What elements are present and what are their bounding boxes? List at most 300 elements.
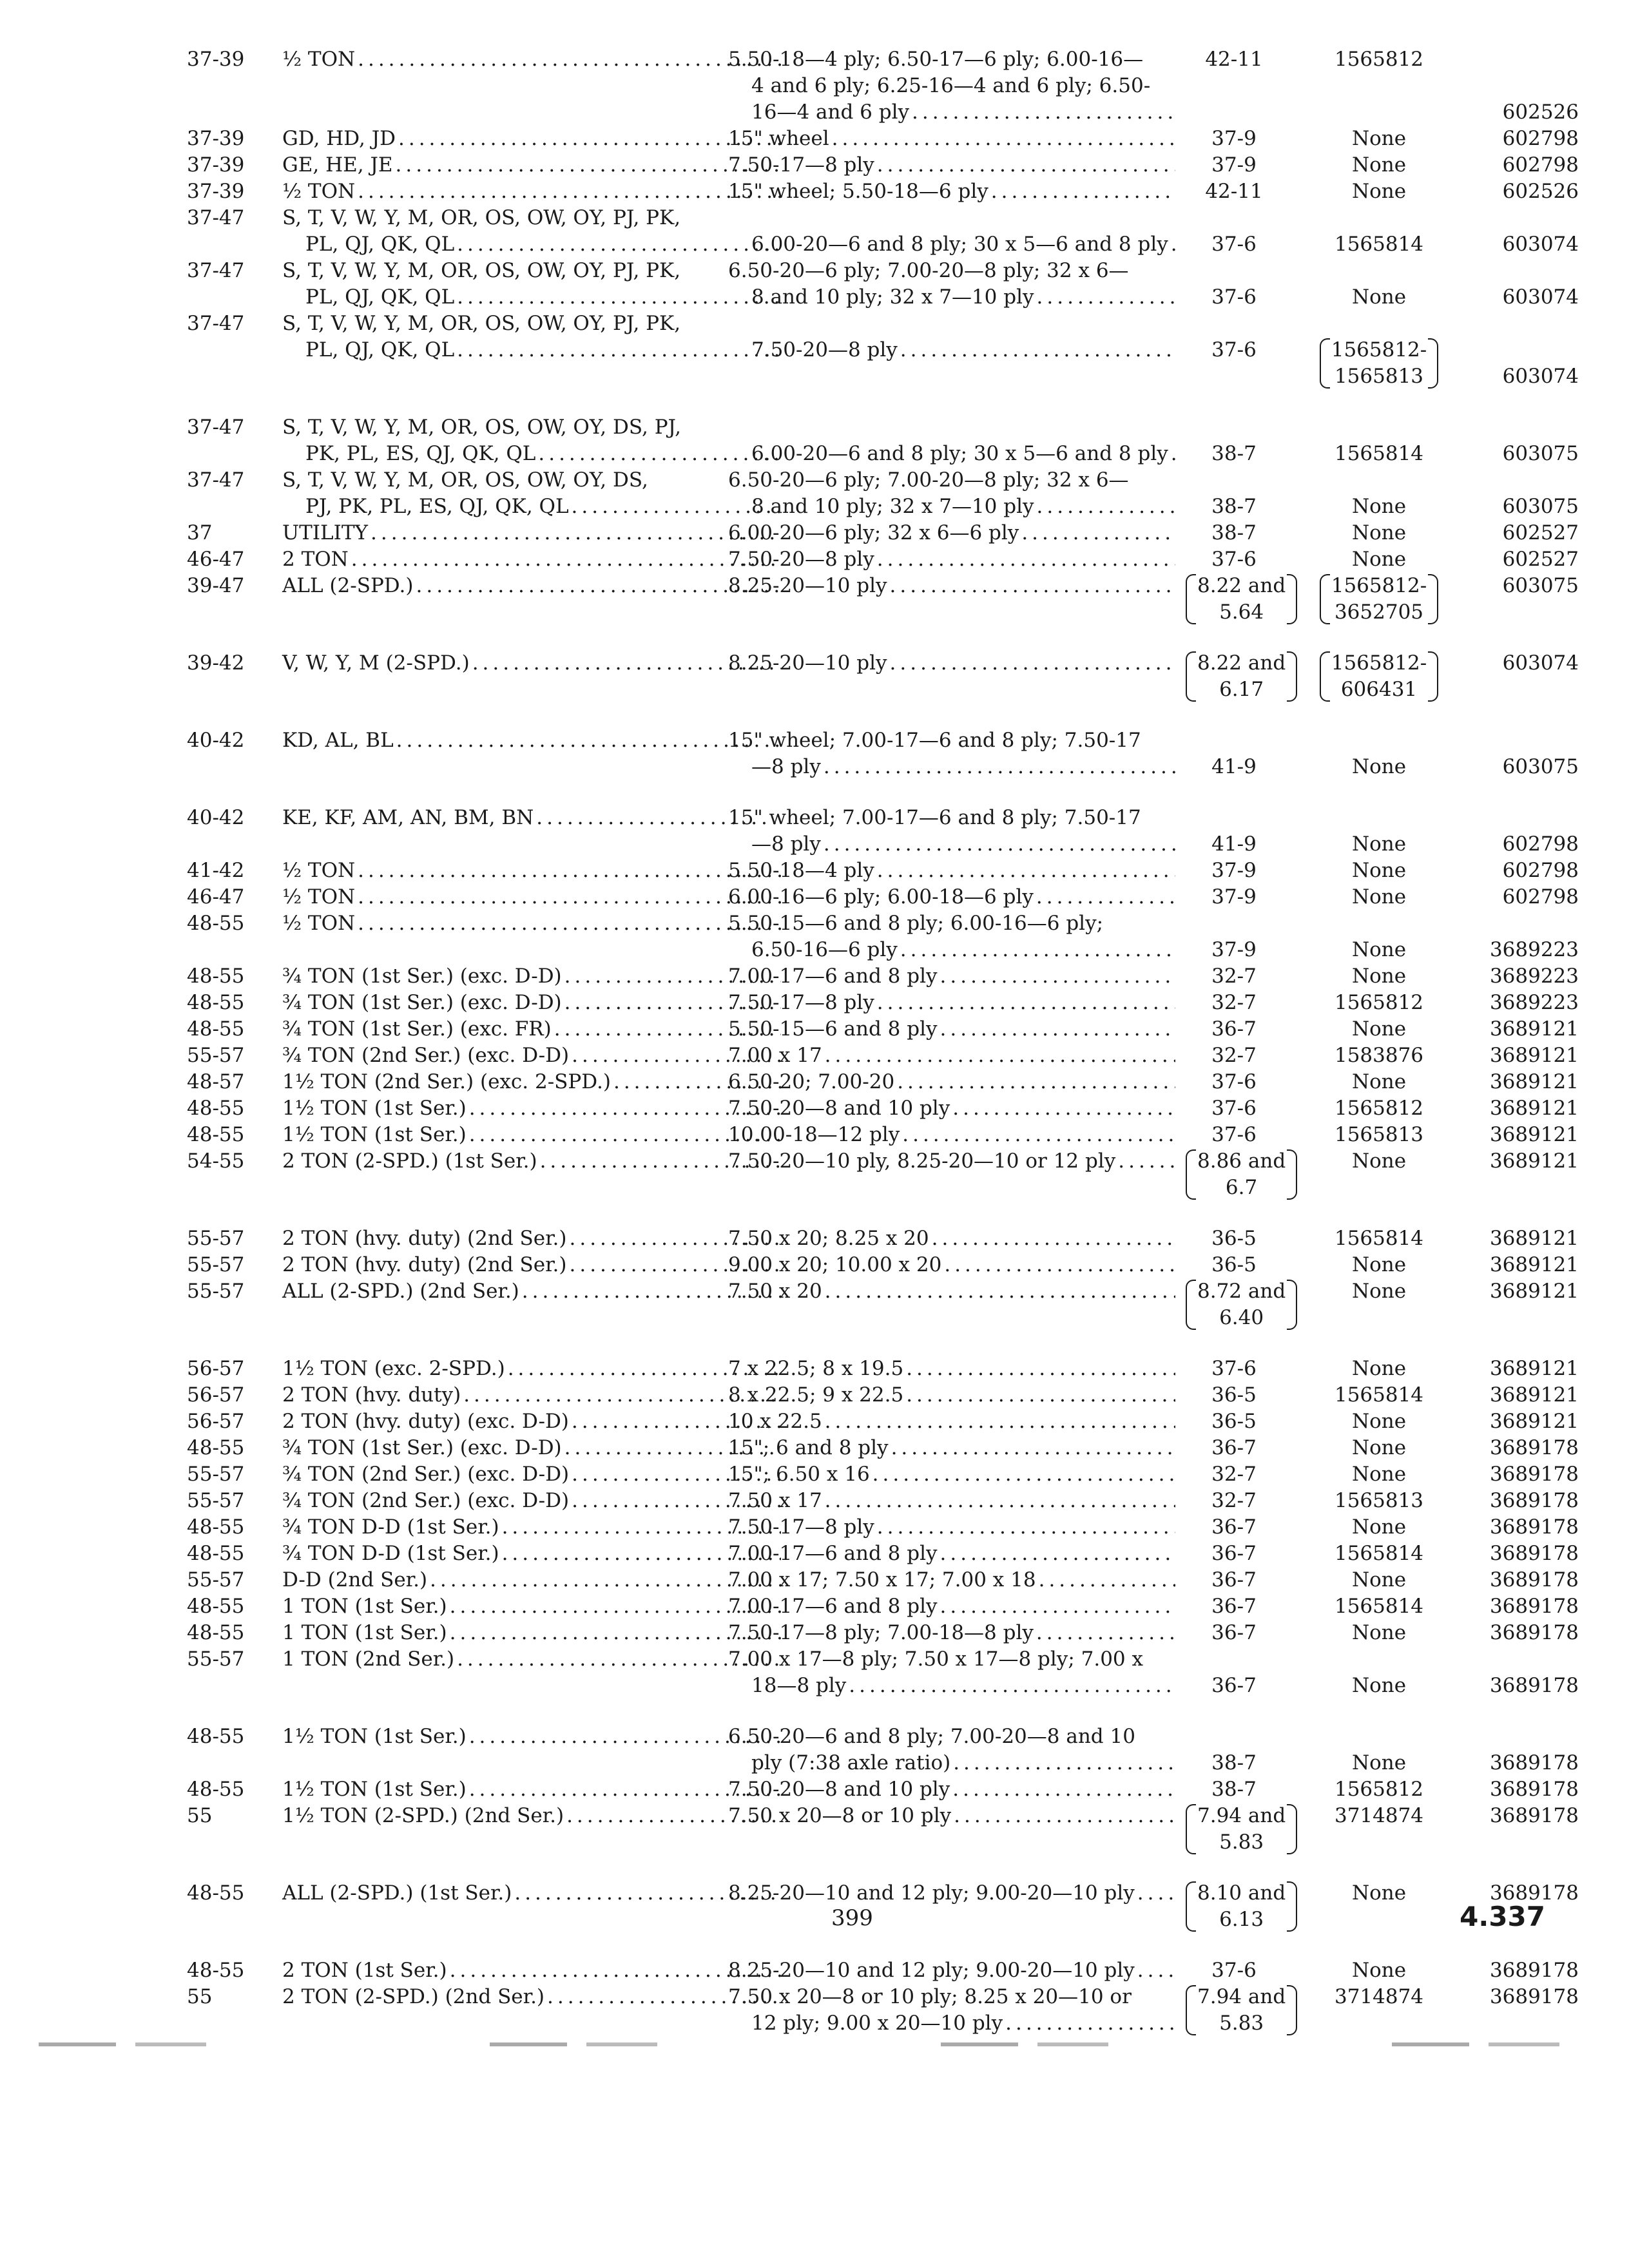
assembly-number-cell: 603074 bbox=[1502, 365, 1579, 388]
model-text: ½ TON bbox=[282, 48, 356, 71]
part-value: None bbox=[1351, 1017, 1407, 1041]
part-value: None bbox=[1351, 755, 1407, 778]
years-cell: 55 bbox=[187, 1804, 213, 1827]
table-row bbox=[187, 126, 1579, 152]
years-cell: 54-55 bbox=[187, 1149, 245, 1173]
brace-group bbox=[1186, 1148, 1297, 1201]
table-row bbox=[187, 1541, 1579, 1567]
dot-leader bbox=[358, 178, 781, 205]
ratio-cell bbox=[1186, 1646, 1282, 1699]
dot-leader bbox=[1037, 284, 1175, 311]
dot-leader bbox=[1171, 231, 1175, 258]
scan-edge-artifact bbox=[39, 2042, 1572, 2046]
part-value bbox=[1282, 467, 1476, 494]
model-text: S, T, V, W, Y, M, OR, OS, OW, OY, DS, bbox=[282, 468, 648, 492]
tire-text: 15" wheel bbox=[728, 127, 829, 150]
tire-text: 7.50-20—8 and 10 ply bbox=[728, 1097, 950, 1120]
table-row bbox=[187, 1567, 1579, 1593]
years-cell: 55-57 bbox=[187, 1463, 245, 1486]
ratio-value: 8.72 and bbox=[1197, 1280, 1286, 1303]
part-cell bbox=[1282, 1382, 1476, 1408]
part-value: 1565812- bbox=[1331, 651, 1427, 675]
dot-leader bbox=[890, 650, 1175, 677]
assembly-number-cell: 602526 bbox=[1502, 101, 1579, 124]
dot-leader bbox=[832, 126, 1175, 152]
table-row bbox=[187, 152, 1579, 178]
part-value bbox=[1282, 805, 1476, 831]
table-row bbox=[187, 178, 1579, 205]
dot-leader bbox=[825, 1408, 1175, 1435]
model-text: 1½ TON (2nd Ser.) (exc. 2-SPD.) bbox=[282, 1070, 611, 1093]
part-value: None bbox=[1351, 548, 1407, 571]
ratio-cell bbox=[1186, 467, 1282, 520]
years-cell: 48-55 bbox=[187, 1436, 245, 1459]
part-value: None bbox=[1351, 1436, 1407, 1459]
parts-table bbox=[187, 46, 1579, 2037]
ratio-cell bbox=[1186, 1984, 1286, 2037]
right-brace bbox=[1428, 338, 1438, 389]
dot-leader bbox=[1005, 2010, 1175, 2037]
years-cell: 56-57 bbox=[187, 1383, 245, 1407]
model-text: 1½ TON (exc. 2-SPD.) bbox=[282, 1357, 505, 1380]
brace-group bbox=[1186, 1984, 1297, 2037]
part-value: 1565813 bbox=[1334, 1489, 1424, 1512]
table-row bbox=[187, 1043, 1579, 1069]
part-value: None bbox=[1351, 1463, 1407, 1486]
tire-text: 7.50 x 20—8 or 10 ply; 8.25 x 20—10 or bbox=[728, 1985, 1132, 2008]
page-number: 399 bbox=[831, 1905, 873, 1931]
part-value: None bbox=[1351, 1070, 1407, 1093]
ratio-cell bbox=[1186, 1620, 1282, 1646]
part-value: None bbox=[1351, 1410, 1407, 1433]
table-row bbox=[187, 1408, 1579, 1435]
part-value bbox=[1282, 205, 1476, 231]
model-text: ALL (2-SPD.) (2nd Ser.) bbox=[282, 1280, 519, 1303]
dot-leader bbox=[897, 1069, 1175, 1095]
part-cell bbox=[1282, 1435, 1476, 1461]
tire-text: 15" wheel; 7.00-17—6 and 8 ply; 7.50-17 bbox=[728, 806, 1141, 829]
assembly-number-cell: 3689178 bbox=[1489, 1751, 1579, 1774]
tire-text: 4 and 6 ply; 6.25-16—4 and 6 ply; 6.50- bbox=[751, 74, 1151, 97]
assembly-number-cell: 3689178 bbox=[1489, 1568, 1579, 1591]
table-row bbox=[187, 963, 1579, 990]
part-cell bbox=[1282, 1593, 1476, 1620]
years-cell: 48-55 bbox=[187, 1778, 245, 1801]
assembly-number-cell: 3689178 bbox=[1489, 1778, 1579, 1801]
ratio-value: 5.83 bbox=[1219, 1831, 1264, 1854]
ratio-cell bbox=[1186, 884, 1282, 910]
years-cell: 40-42 bbox=[187, 806, 245, 829]
ratio-cell bbox=[1186, 963, 1282, 990]
dot-leader bbox=[1137, 1880, 1175, 1907]
ratio-cell bbox=[1186, 1382, 1282, 1408]
ratio-value: 7.94 and bbox=[1197, 1985, 1286, 2008]
tire-text: 7.00-17—6 and 8 ply bbox=[728, 1542, 938, 1565]
left-brace bbox=[1186, 1149, 1196, 1200]
dot-leader bbox=[952, 1095, 1175, 1122]
part-value: None bbox=[1351, 1674, 1407, 1697]
part-cell bbox=[1282, 1776, 1476, 1803]
assembly-number-cell: 602526 bbox=[1502, 180, 1579, 203]
dot-leader bbox=[416, 573, 782, 599]
tire-text: 15"; 6.50 x 16 bbox=[728, 1463, 870, 1486]
part-cell bbox=[1282, 1957, 1476, 1984]
tire-text: 10.00-18—12 ply bbox=[728, 1123, 900, 1146]
assembly-number-cell: 602798 bbox=[1502, 885, 1579, 908]
left-brace bbox=[1186, 1804, 1196, 1854]
table-row bbox=[187, 520, 1579, 546]
part-cell bbox=[1282, 963, 1476, 990]
ratio-value: 36-5 bbox=[1211, 1253, 1257, 1276]
part-cell bbox=[1282, 1514, 1476, 1541]
part-value: 1565812 bbox=[1334, 1778, 1424, 1801]
ratio-value bbox=[1186, 205, 1282, 231]
ratio-cell bbox=[1186, 1435, 1282, 1461]
tire-text: 7.00 x 17 bbox=[728, 1044, 822, 1067]
tire-text: 18—8 ply bbox=[751, 1674, 847, 1697]
assembly-number-cell: 603074 bbox=[1502, 285, 1579, 309]
model-text: ¾ TON (1st Ser.) (exc. FR) bbox=[282, 1017, 552, 1041]
years-cell: 48-55 bbox=[187, 1123, 245, 1146]
ratio-value bbox=[1186, 467, 1282, 494]
table-row bbox=[187, 1957, 1579, 1984]
model-text: ALL (2-SPD.) (1st Ser.) bbox=[282, 1881, 512, 1905]
part-value: 1565813 bbox=[1334, 1123, 1424, 1146]
part-value: None bbox=[1351, 1959, 1407, 1982]
ratio-value bbox=[1186, 805, 1282, 831]
table-row bbox=[187, 1776, 1579, 1803]
years-cell: 46-47 bbox=[187, 548, 245, 571]
table-row bbox=[187, 1356, 1579, 1382]
ratio-cell bbox=[1186, 990, 1282, 1016]
tire-text: 7.50-20—10 ply, 8.25-20—10 or 12 ply bbox=[728, 1149, 1116, 1173]
table-row bbox=[187, 1122, 1579, 1148]
part-value bbox=[1282, 414, 1476, 441]
ratio-cell bbox=[1186, 1252, 1282, 1278]
assembly-number-cell: 3689178 bbox=[1489, 1621, 1579, 1644]
ratio-cell bbox=[1186, 910, 1282, 963]
ratio-cell bbox=[1186, 858, 1282, 884]
ratio-value bbox=[1186, 1646, 1282, 1673]
years-cell: 48-55 bbox=[187, 1621, 245, 1644]
part-value: None bbox=[1351, 1751, 1407, 1774]
table-row bbox=[187, 1435, 1579, 1461]
assembly-number-cell: 3689121 bbox=[1489, 1044, 1579, 1067]
model-text: V, W, Y, M (2-SPD.) bbox=[282, 651, 470, 675]
ratio-value: 37-9 bbox=[1211, 859, 1257, 882]
tire-text: 7.50-20—8 ply bbox=[728, 548, 874, 571]
years-cell: 55-57 bbox=[187, 1044, 245, 1067]
assembly-number-cell: 3689178 bbox=[1489, 1804, 1579, 1827]
ratio-cell bbox=[1186, 1461, 1282, 1488]
years-cell: 37-47 bbox=[187, 206, 245, 229]
assembly-number-cell: 3689223 bbox=[1489, 938, 1579, 961]
table-row bbox=[187, 311, 1579, 390]
model-text: 1½ TON (2-SPD.) (2nd Ser.) bbox=[282, 1804, 564, 1827]
ratio-value: 37-6 bbox=[1211, 1123, 1257, 1146]
dot-leader bbox=[1036, 884, 1175, 910]
part-value: 1565812- bbox=[1331, 338, 1427, 361]
part-value: None bbox=[1351, 832, 1407, 856]
ratio-value: 8.10 and bbox=[1197, 1881, 1286, 1905]
table-row bbox=[187, 258, 1579, 311]
part-cell bbox=[1282, 805, 1476, 858]
ratio-cell bbox=[1186, 1225, 1282, 1252]
years-cell: 55-57 bbox=[187, 1489, 245, 1512]
years-cell: 48-55 bbox=[187, 1017, 245, 1041]
ratio-cell bbox=[1186, 152, 1282, 178]
tire-text: 5.50-18—4 ply; 6.50-17—6 ply; 6.00-16— bbox=[728, 48, 1144, 71]
part-cell bbox=[1282, 1984, 1476, 2010]
dot-leader bbox=[872, 1461, 1175, 1488]
table-row bbox=[187, 1514, 1579, 1541]
tire-text: 6.00-20—6 and 8 ply; 30 x 5—6 and 8 ply bbox=[751, 442, 1168, 465]
left-brace bbox=[1186, 651, 1196, 702]
table-row bbox=[187, 1461, 1579, 1488]
ratio-value bbox=[1186, 258, 1282, 284]
tire-text: 6.50-16—6 ply bbox=[751, 938, 898, 961]
ratio-value: 37-9 bbox=[1211, 153, 1257, 177]
tire-text: 12 ply; 9.00 x 20—10 ply bbox=[751, 2012, 1003, 2035]
model-text: ¾ TON (1st Ser.) (exc. D-D) bbox=[282, 991, 562, 1014]
years-cell: 37-39 bbox=[187, 48, 245, 71]
tire-text: 8.25-20—10 and 12 ply; 9.00-20—10 ply bbox=[728, 1959, 1135, 1982]
part-cell bbox=[1282, 520, 1476, 546]
years-cell: 40-42 bbox=[187, 729, 245, 752]
model-text: S, T, V, W, Y, M, OR, OS, OW, OY, DS, PJ, bbox=[282, 416, 682, 439]
part-cell bbox=[1282, 152, 1476, 178]
part-value: None bbox=[1351, 285, 1407, 309]
ratio-value: 38-7 bbox=[1211, 442, 1257, 465]
tire-text: 7.00 x 17; 7.50 x 17; 7.00 x 18 bbox=[728, 1568, 1036, 1591]
dot-leader bbox=[912, 99, 1175, 126]
dot-leader bbox=[944, 1252, 1175, 1278]
ratio-value: 38-7 bbox=[1211, 521, 1257, 544]
model-text: 2 TON (1st Ser.) bbox=[282, 1959, 447, 1982]
dot-leader bbox=[932, 1225, 1175, 1252]
years-cell: 39-42 bbox=[187, 651, 245, 675]
ratio-value: 37-6 bbox=[1211, 1959, 1257, 1982]
assembly-number-cell: 3689121 bbox=[1489, 1123, 1579, 1146]
dot-leader bbox=[940, 1593, 1175, 1620]
years-cell: 37-47 bbox=[187, 312, 245, 335]
part-cell bbox=[1282, 1408, 1476, 1435]
model-text: 1 TON (1st Ser.) bbox=[282, 1595, 447, 1618]
years-cell: 37-39 bbox=[187, 180, 245, 203]
years-cell: 48-55 bbox=[187, 991, 245, 1014]
assembly-number-cell: 3689178 bbox=[1489, 1436, 1579, 1459]
tire-text: 7.50-17—8 ply bbox=[728, 1515, 874, 1539]
dot-leader bbox=[396, 727, 781, 754]
assembly-number-cell: 3689121 bbox=[1489, 1017, 1579, 1041]
part-cell bbox=[1282, 467, 1476, 520]
part-value: None bbox=[1351, 127, 1407, 150]
part-value: 3652705 bbox=[1334, 601, 1424, 624]
part-value: 606431 bbox=[1340, 678, 1418, 701]
table-row bbox=[187, 1225, 1579, 1252]
model-text: ¾ TON (2nd Ser.) (exc. D-D) bbox=[282, 1044, 570, 1067]
tire-text: 7.00 x 17—8 ply; 7.50 x 17—8 ply; 7.00 x bbox=[728, 1648, 1143, 1671]
table-row bbox=[187, 46, 1579, 126]
part-cell bbox=[1282, 1880, 1476, 1907]
ratio-cell bbox=[1186, 1408, 1282, 1435]
years-cell: 55-57 bbox=[187, 1568, 245, 1591]
ratio-cell bbox=[1186, 1488, 1282, 1514]
part-cell bbox=[1282, 727, 1476, 780]
dot-leader bbox=[358, 46, 781, 73]
part-cell bbox=[1282, 205, 1476, 258]
ratio-cell bbox=[1186, 1148, 1286, 1201]
left-brace bbox=[1186, 1985, 1196, 2035]
assembly-number-cell: 3689178 bbox=[1489, 1674, 1579, 1697]
part-cell bbox=[1282, 46, 1476, 73]
dot-leader bbox=[358, 884, 781, 910]
right-brace bbox=[1428, 574, 1438, 624]
assembly-number-cell: 3689178 bbox=[1489, 1463, 1579, 1486]
dot-leader bbox=[900, 337, 1175, 363]
model-text: PL, QJ, QK, QL bbox=[305, 338, 455, 361]
years-cell: 48-55 bbox=[187, 1097, 245, 1120]
model-text: 2 TON (hvy. duty) (2nd Ser.) bbox=[282, 1253, 567, 1276]
years-cell: 37-39 bbox=[187, 153, 245, 177]
part-value: 1565814 bbox=[1334, 1383, 1424, 1407]
table-row bbox=[187, 1016, 1579, 1043]
dot-leader bbox=[1039, 1567, 1175, 1593]
ratio-value bbox=[1186, 311, 1282, 337]
tire-text: 15" wheel; 7.00-17—6 and 8 ply; 7.50-17 bbox=[728, 729, 1141, 752]
part-value: 1565814 bbox=[1334, 1542, 1424, 1565]
dot-leader bbox=[1037, 494, 1175, 520]
model-text: PJ, PK, PL, ES, QJ, QK, QL bbox=[305, 495, 569, 518]
ratio-cell bbox=[1186, 1957, 1282, 1984]
dot-leader bbox=[900, 937, 1175, 963]
assembly-number-cell: 602527 bbox=[1502, 548, 1579, 571]
years-cell: 37 bbox=[187, 521, 213, 544]
ratio-value: 41-9 bbox=[1211, 832, 1257, 856]
part-value: None bbox=[1351, 1149, 1407, 1173]
ratio-value: 37-9 bbox=[1211, 885, 1257, 908]
model-text: 2 TON (2-SPD.) (1st Ser.) bbox=[282, 1149, 537, 1173]
brace-group bbox=[1186, 650, 1297, 703]
part-cell bbox=[1282, 573, 1476, 626]
tire-text: 6.50-20—6 ply; 7.00-20—8 ply; 32 x 6— bbox=[728, 259, 1129, 282]
dot-leader bbox=[825, 1278, 1175, 1305]
left-brace bbox=[1320, 651, 1330, 702]
part-value: 1565813 bbox=[1334, 365, 1424, 388]
tire-text: 5.50-18—4 ply bbox=[728, 859, 874, 882]
years-cell: 48-55 bbox=[187, 912, 245, 935]
part-cell bbox=[1282, 1461, 1476, 1488]
part-cell bbox=[1282, 178, 1476, 205]
left-brace bbox=[1186, 574, 1196, 624]
assembly-number-cell: 602527 bbox=[1502, 521, 1579, 544]
table-row bbox=[187, 1069, 1579, 1095]
ratio-value: 32-7 bbox=[1211, 1463, 1257, 1486]
part-cell bbox=[1282, 990, 1476, 1016]
tire-text: 7.50 x 20—8 or 10 ply bbox=[728, 1804, 952, 1827]
table-row bbox=[187, 205, 1579, 258]
table-row bbox=[187, 1880, 1579, 1933]
table-row bbox=[187, 884, 1579, 910]
table-row bbox=[187, 858, 1579, 884]
part-cell bbox=[1282, 337, 1476, 390]
ratio-value: 32-7 bbox=[1211, 965, 1257, 988]
model-text: 1 TON (2nd Ser.) bbox=[282, 1648, 455, 1671]
part-value: None bbox=[1351, 1357, 1407, 1380]
ratio-cell bbox=[1186, 1803, 1286, 1856]
table-row bbox=[187, 650, 1579, 703]
tire-text: 6.50-20—6 and 8 ply; 7.00-20—8 and 10 bbox=[728, 1725, 1135, 1748]
dot-leader bbox=[877, 858, 1175, 884]
part-value: None bbox=[1351, 965, 1407, 988]
ratio-cell bbox=[1186, 1724, 1282, 1776]
ratio-cell bbox=[1186, 126, 1282, 152]
model-text: ¾ TON (1st Ser.) (exc. D-D) bbox=[282, 1436, 562, 1459]
assembly-number-cell: 3689121 bbox=[1489, 1253, 1579, 1276]
ratio-value: 6.40 bbox=[1219, 1306, 1264, 1329]
years-cell: 55-57 bbox=[187, 1648, 245, 1671]
table-row bbox=[187, 1382, 1579, 1408]
tire-text: 6.50-20—6 ply; 7.00-20—8 ply; 32 x 6— bbox=[728, 468, 1129, 492]
part-value: None bbox=[1351, 885, 1407, 908]
years-cell: 37-47 bbox=[187, 416, 245, 439]
tire-text: 6.50-20; 7.00-20 bbox=[728, 1070, 895, 1093]
dot-leader bbox=[825, 1488, 1175, 1514]
section-number: 4.337 bbox=[1460, 1901, 1545, 1932]
ratio-cell bbox=[1186, 414, 1282, 467]
dot-leader bbox=[902, 1122, 1175, 1148]
part-value: 3714874 bbox=[1334, 1985, 1424, 2008]
part-value: 3714874 bbox=[1334, 1804, 1424, 1827]
model-text: KE, KF, AM, AN, BM, BN bbox=[282, 806, 534, 829]
part-value: None bbox=[1351, 859, 1407, 882]
tire-text: 7.00-17—6 and 8 ply bbox=[728, 965, 938, 988]
tire-text: 6.00-16—6 ply; 6.00-18—6 ply bbox=[728, 885, 1034, 908]
tire-text: 8.25-20—10 and 12 ply; 9.00-20—10 ply bbox=[728, 1881, 1135, 1905]
ratio-value: 37-9 bbox=[1211, 938, 1257, 961]
table-row bbox=[187, 467, 1579, 520]
part-cell bbox=[1282, 1043, 1476, 1069]
model-text: KD, AL, BL bbox=[282, 729, 394, 752]
dot-leader bbox=[877, 546, 1175, 573]
part-value: 1565812 bbox=[1334, 48, 1424, 71]
model-text: D-D (2nd Ser.) bbox=[282, 1568, 428, 1591]
tire-text: 7.50-20—8 ply bbox=[751, 338, 898, 361]
dot-leader bbox=[877, 1514, 1175, 1541]
assembly-number-cell: 3689121 bbox=[1489, 1410, 1579, 1433]
assembly-number-cell: 3689178 bbox=[1489, 1542, 1579, 1565]
years-cell: 48-55 bbox=[187, 1542, 245, 1565]
model-text: 2 TON (hvy. duty) bbox=[282, 1383, 461, 1407]
left-brace bbox=[1186, 1280, 1196, 1330]
tire-text: 7.50-17—8 ply bbox=[728, 153, 874, 177]
assembly-number-cell: 3689121 bbox=[1489, 1149, 1579, 1173]
ratio-cell bbox=[1186, 205, 1282, 258]
model-text: ¾ TON (1st Ser.) (exc. D-D) bbox=[282, 965, 562, 988]
tire-text: 6.00-20—6 ply; 32 x 6—6 ply bbox=[728, 521, 1019, 544]
years-cell: 37-47 bbox=[187, 259, 245, 282]
assembly-number-cell: 3689178 bbox=[1489, 1595, 1579, 1618]
dot-leader bbox=[953, 1750, 1175, 1776]
model-text: S, T, V, W, Y, M, OR, OS, OW, OY, PJ, PK, bbox=[282, 259, 681, 282]
table-row bbox=[187, 910, 1579, 963]
dot-leader bbox=[351, 546, 781, 573]
ratio-value: 32-7 bbox=[1211, 1044, 1257, 1067]
ratio-value: 36-7 bbox=[1211, 1674, 1257, 1697]
part-value: None bbox=[1351, 1881, 1407, 1905]
table-row bbox=[187, 546, 1579, 573]
model-text: ½ TON bbox=[282, 885, 356, 908]
